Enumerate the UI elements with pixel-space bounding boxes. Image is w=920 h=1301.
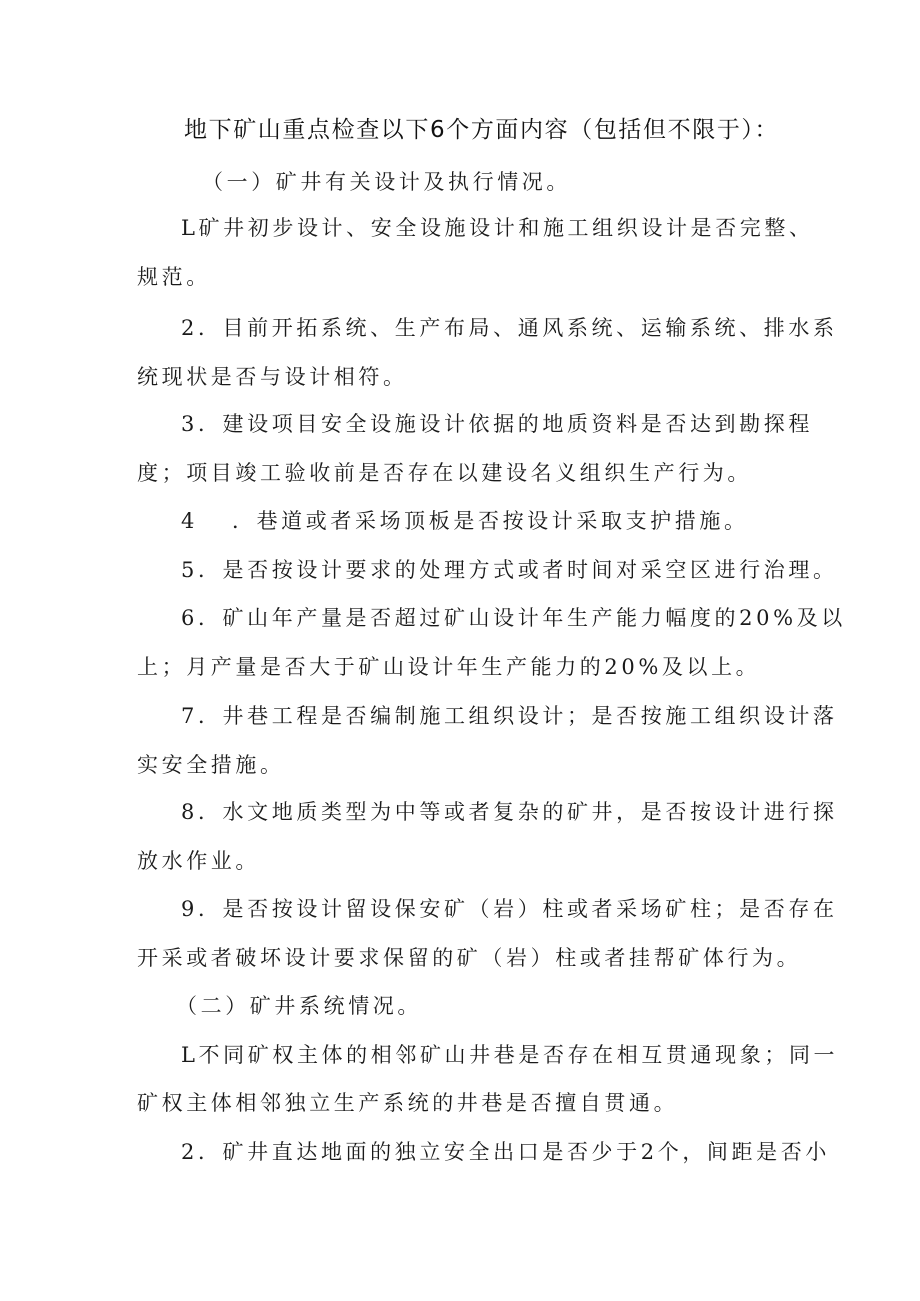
paragraph-line: 度；项目竣工验收前是否存在以建设名义组织生产行为。 [137,461,752,485]
paragraph-line: L矿井初步设计、安全设施设计和施工组织设计是否完整、 [181,216,814,240]
paragraph-line [181,506,749,536]
paragraph-line: 规范。 [137,265,211,289]
paragraph-line: 7．井巷工程是否编制施工组织设计；是否按施工组织设计落 [181,704,838,728]
paragraph-line: 放水作业。 [137,849,260,873]
paragraph-line: 开采或者破坏设计要求保留的矿（岩）柱或者挂帮矿体行为。 [137,946,802,970]
paragraph-line: 矿权主体相邻独立生产系统的井巷是否擅自贯通。 [137,1091,679,1115]
paragraph-line: 统现状是否与设计相符。 [137,365,408,389]
paragraph-line: 8．水文地质类型为中等或者复杂的矿井，是否按设计进行探 [181,800,838,824]
paragraph-line: 2．矿井直达地面的独立安全出口是否少于2个，间距是否小 [181,1140,830,1164]
paragraph-line: 上；月产量是否大于矿山设计年生产能力的20%及以上。 [137,655,761,679]
paragraph-line: 9．是否按设计留设保安矿（岩）柱或者采场矿柱；是否存在 [181,897,838,921]
paragraph-line: 实安全措施。 [137,753,285,777]
paragraph-line: 6．矿山年产量是否超过矿山设计年生产能力幅度的20%及以 [181,606,846,630]
paragraph-line: 5．是否按设计要求的处理方式或者时间对采空区进行治理。 [181,558,838,582]
section-heading: （一）矿井有关设计及执行情况。 [202,170,571,194]
paragraph-line: L不同矿权主体的相邻矿山井巷是否存在相互贯通现象；同一 [181,1043,839,1067]
item-number: 4 [181,509,198,533]
section-heading: （二）矿井系统情况。 [176,994,422,1018]
document-title: 地下矿山重点检查以下6个方面内容（包括但不限于）： [184,117,780,143]
item-text: ．巷道或者采场顶板是否按设计采取支护措施。 [231,509,749,533]
paragraph-line: 3．建设项目安全设施设计依据的地质资料是否达到勘探程 [181,412,813,436]
paragraph-line: 2．目前开拓系统、生产布局、通风系统、运输系统、排水系 [181,316,838,340]
